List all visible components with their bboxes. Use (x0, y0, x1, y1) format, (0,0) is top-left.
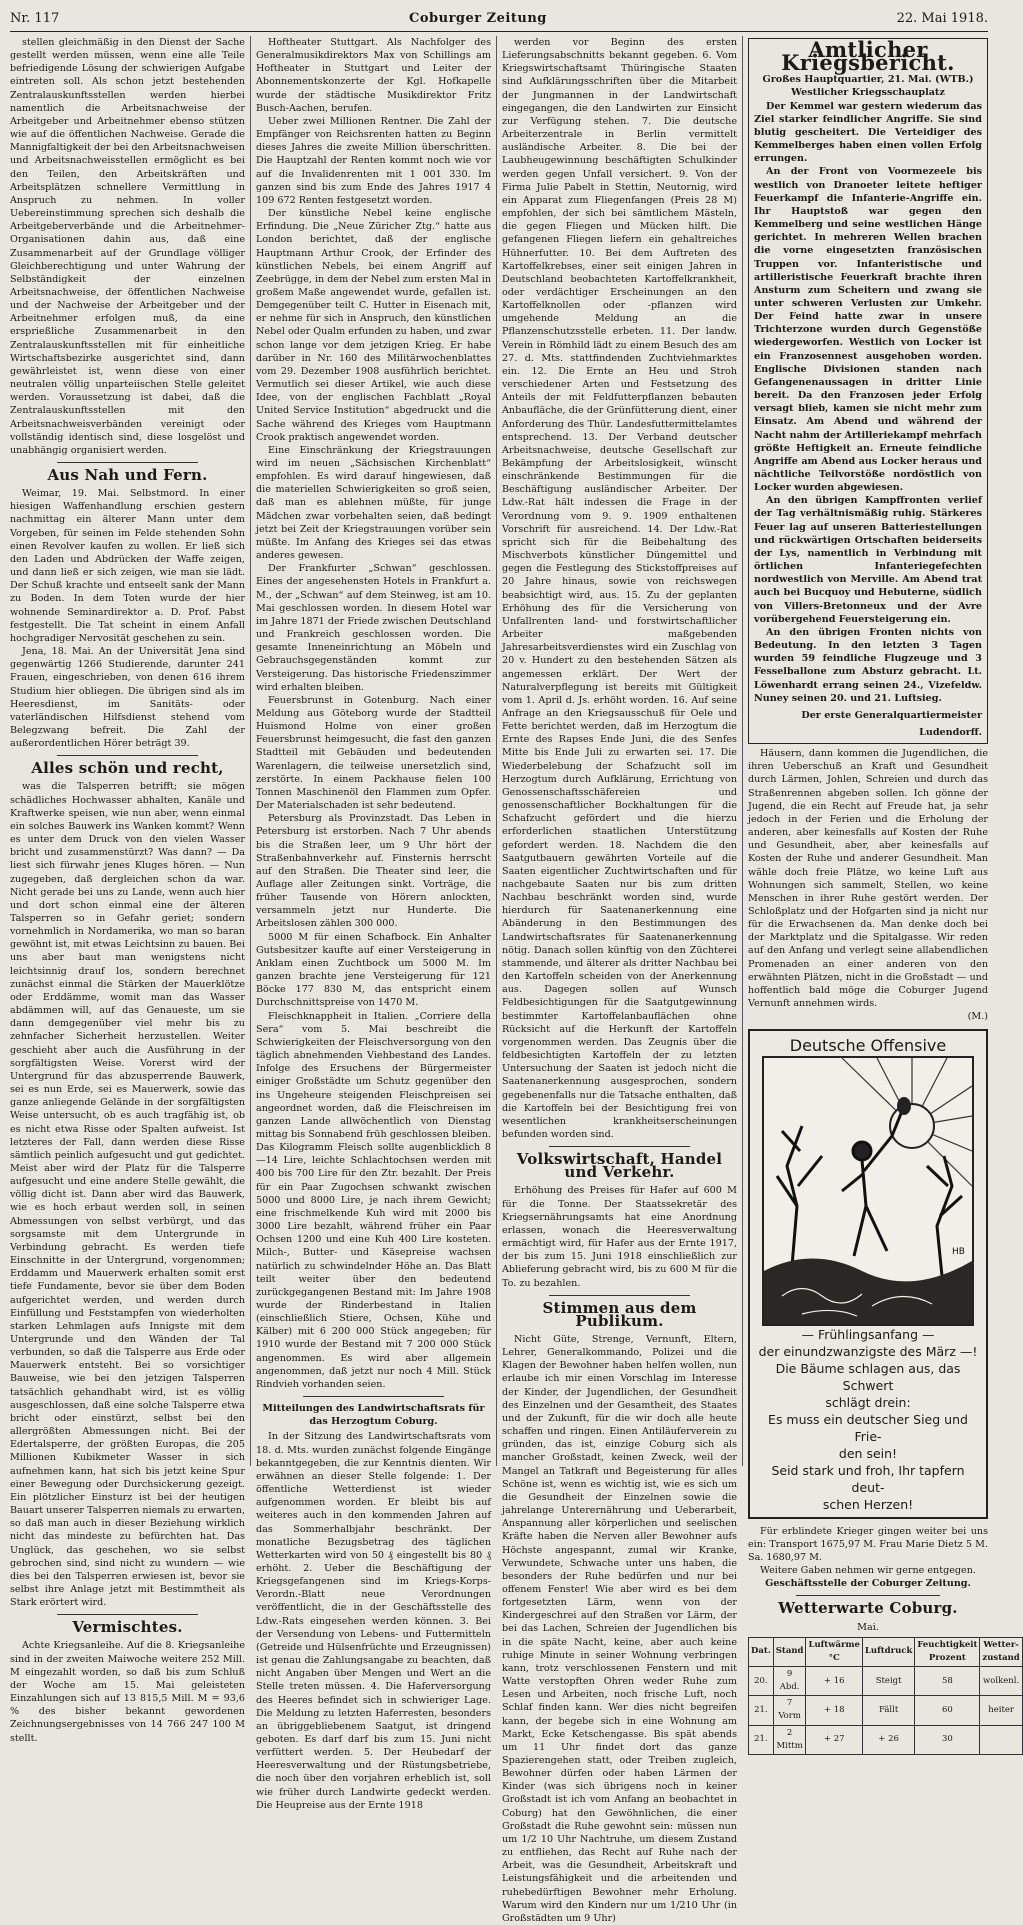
weather-table (748, 1637, 1023, 1755)
article-paragraph: Erhöhung des Preises für Hafer auf 600 M für die Tonne. Der Staatssekretär des Kriegsernährungsamts hat eine Anordnung erlassen, wonach die Heeresverwaltung ermächtigt wird, für Hafer aus der Ernte 1917, der bis zum 15. Juni 1918 einschließlich zur Ablieferung gebracht wird, bis zu 600 M für die To. zu bezahlen. (502, 1185, 737, 1289)
article-paragraph: was die Talsperren betrifft; sie mögen schädliches Hochwasser abhalten, Kanäle und Kraftwerke speisen, wie nun aber, wenn einmal ein solches Bauwerk ins Wanken kommt? Wenn es unter dem Druck von den vielen Wasser bricht und zusammenstürzt? Was dann? — Da liest sich fürwahr jenes Kluges hören. — Nun zugegeben, daß dergleichen schon da war. Nicht gerade bei uns zu Lande, wenn auch hier und dort schon einmal eine der älteren Talsperren so in Gefahr geriet; sondern vornehmlich in Nordamerika, wo man so baran gewöhnt ist, mit etwas Leichtsinn zu bauen. Bei uns aber baut man wenigstens nicht leichtsinnig drauf los, sondern berechnet zunächst einmal die Stärken der Mauerklötze oder Erddämme, womit man das Wasser abdämmen will, auf das Genaueste, um sie dann demgegenüber viel mehr bis zu zehnfacher Sicherheit herzustellen. Weiter geschieht aber auch die Ausführung in der sorgfältigsten Weise. Vorerst wird der Untergrund für das abzusperrende Bauwerk, sei es nun Erde, sei es Mauerwerk, sowie das ganze anliegende Gelände in der sorgfältigsten Weise untersucht, ob es auch tragfähig ist, ob es nicht etwa Risse oder Spalten aufweist. Ist letzteres der Fall, dann werden diese Risse sämtlich peinlich aufgesucht und gut gedichtet. Meist aber wird der Platz für die Talsperre aufgesucht und eine andere Stelle gewählt, die völlig dicht ist. Dann aber wird das Bauwerk, wie es hoch erbaut werden soll, in seinen Abmessungen von selbst verbürgt, und das sorgsamste mit dem Untergrunde in Verbindung gebracht. Es werden tiefe Einschnitte in der Untergrund, vorgenommen; Erddamm und Mauerwerk erhalten somit erst tiefe Fundamente, bevor sie über dem Boden aufgerichtet werden, und werden durch Einfüllung und Feststampfen von wiederholten starken Lehmlagen aufs Innigste mit dem Untergrunde und den Wänden der Tal verbunden, so daß die Talsperre aus Erde oder Mauerwerk entsteht. Bei so vorsichtiger Bauweise, wie bei den jetzigen Talsperren tatsächlich gehandhabt wird, ist es völlig ausgeschlossen, daß eine solche Talsperre etwa bricht oder einstürzt, selbst bei den allergrößten Abmessungen nicht. Bei der Edertalsperre, der größten Europas, die 205 Millionen Kubikmeter Wasser in sich aufnehmen kann, hat sich bis jetzt keine Spur einer Bewegung oder Durchsickerung gezeigt. Ein plötzlicher Einsturz ist bei der heutigen Bauart unserer Talsperren niemals zu erwarten, so daß man auch in dieser Beziehung wirklich nicht das mindeste zu befürchten hat. Das Unglück, das geschehen, wo sie selbst gebrochen sind, sind nicht zu wundern — wie dies bei den Talsperren erwiesen ist, bevor sie selbst ihre Anlage jetzt mit Bestimmtheit als Stark erörtert wird. (10, 781, 245, 1609)
poster-line: den sein! (838, 1445, 898, 1461)
section-heading: Volkswirtschaft, Handel und Verkehr. (516, 1150, 723, 1182)
donation-notice: Für erblindete Krieger gingen weiter bei uns ein: Transport 1675,97 M. Frau Marie Dietz 5 M. Sa. 1680,97 M. (748, 1525, 988, 1563)
article-continuation: stellen gleichmäßig in den Dienst der Sache gestellt werden müssen, wenn eine alle Teile befriedigende Lösung der schwierigen Aufgabe eintreten soll. Als schon jetzt bestehenden Zentralauskunftsstellen werden hierbei namentlich die Arbeitsnachweise der Arbeitgeber und Arbeitnehmer ebenso stützen wie auf die öffentlichen Nachweise. Gerade die Mannigfaltigkeit der bei den Arbeitsnachweisen und Arbeitsnachweisstellen ermöglicht es bei den Teilen, den Arbeitskräften und Arbeitsplätzen schnellere Vermittlung in Anspruch zu nehmen. In voller Uebereinstimmung sprechen sich deshalb die Arbeitgeberverbände und die Arbeitnehmer-Organisationen dahin aus, daß eine Zusammenarbeit auf der Grundlage völliger Gleichberechtigung und unter Wahrung der Selbständigkeit der einzelnen Arbeitsnachweise, der öffentlichen Nachweise und der Nachweise der Arbeitgeber und der Arbeitnehmer erfolgen muß, da eine ersprießliche Zusammenarbeit in den Zentralauskunftsstellen mit für einheitliche Wirtschaftsbezirke ausgerichtet sind, dann gewährleistet ist, wenn diese von einer neutralen völlig unparteiischen Stelle geleitet werden. Voraussetzung ist dabei, daß die Zentralauskunftsstellen mit den Arbeitsnachweisverbänden vereinigt oder vollständig identisch sind, diese losgelöst und unabhängig organisiert werden. (10, 37, 245, 456)
poster-line: — Frühlingsanfang — (801, 1326, 935, 1342)
divider (57, 755, 198, 756)
divider (549, 1295, 690, 1296)
article-paragraph: Petersburg als Provinzstadt. Das Leben in Petersburg ist erstorben. Nach 7 Uhr abends bis die Straßen leer, um 9 Uhr hört der Straßenbahnverkehr auf. Finsternis herrscht auf den Straßen. Die Theater sind leer, die Auflage aller Zeitungen sinkt. Vorträge, die früher Tausende von Hörern anlockten, versammeln jetzt nur Hunderte. Die Arbeitslosen zählen 300 000. (256, 813, 491, 930)
issue-date: 22. Mai 1918. (896, 10, 988, 26)
article-paragraph: In der Sitzung des Landwirtschaftsrats vom 18. d. Mts. wurden zunächst folgende Eingänge bekanntgegeben, die zur Kenntnis dienten. Wir erwähnen an dieser Stelle folgende: 1. Der öffentliche Wetterdienst ist wieder aufgenommen worden. Er bleibt bis auf weiteres auch in den kommenden Jahren auf das Sommerhalbjahr beschränkt. Der monatliche Bezugsbetrag des täglichen Wetterkarten wird von 50 ₰ eingestellt bis 80 ₰ erhöht. 2. Ueber die Beschäftigung der Kriegsgefangenen sind im Kriegs-Korps-Verordn.-Blatt neue Verordnungen veröffentlicht, die in der Geschäftsstelle des Ldw.-Rats eingesehen werden können. 3. Bei der Versendung von Lebens- und Futtermitteln (Getreide und Hülsenfrüchte und Erzeugnissen) ist genau die Zahlungsangabe zu beachten, daß nicht Angaben über Mengen und Wert an die Stelle treten müssen. 4. Die Haferversorgung des Heeres befindet sich in schwieriger Lage. Die Meldung zu letzten Haferresten, besonders an übriggebliebenem Saatgut, ist dringend geboten. Es darf darf bis zum 15. Juni nicht verfüttert werden. 5. Der Heubedarf der Heeresverwaltung und der Rüstungsbetriebe, die noch über den vorjahren erheblich ist, soll wie früher durch Landwirte gedeckt werden. Die Heupreise aus der Ernte 1918 (256, 1431, 491, 1811)
author-initial: (M.) (967, 1011, 988, 1023)
article-paragraph: werden vor Beginn des ersten Lieferungsabschnitts bekannt gegeben. 6. Vom Kriegswirtschaftsamt Thüringische Staaten sind Aufklärungsschriften über die Mitarbeit der Jungmannen in der Landwirtschaft eingegangen, die den Landwirten zur Einsicht zur Verfügung stehen. 7. Die deutsche Arbeiterzentrale in Berlin vermittelt ausländische Arbeiter. 8. Die bei der Laubheugewinnung beschäftigten Schulkinder werden gegen Unfall versichert. 9. Von der Firma Julie Pabelt in Stettin, Neutornig, wird ein Apparat zum Fliegenfangen (Preis 28 M) empfohlen, der sich bei sämtlichem Mästeln, die gegen Fliegen und Mücken hilft. Die gefangenen Fliegen liefern ein gehaltreiches Hühnerfutter. 10. Bei dem Auftreten des Kartoffelkrebses, einer seit einigen Jahren in Deutschland beobachteten Kartoffelkrankheit, oder verdächtiger Erscheinungen an den Kartoffelknollen oder -pflanzen wird umgehende Meldung an die Pflanzenschutzsstelle erbeten. 11. Der landw. Verein in Römhild lädt zu einem Besuch des am 27. d. Mts. stattfindenden Zuchtviehmarktes ein. 12. Die Ernte an Heu und Stroh verschiedener Arten und Festsetzung des Anteils der mit Feldfutterpflanzen bebauten Anbaufläche, die der Grünfütterung dient, einer Anforderung des Thür. Landesfuttermittelamtes entsprechend. 13. Der Verband deutscher Arbeitsnachweise, deutsche Gesellschaft zur Bekämpfung der Arbeitslosigkeit, wünscht einschränkende Bestimmungen für die Beschäftigung ausländischer Arbeiter. Der Ldw.-Rat hält indessen die Frage in der Verordnung vom 9. 9. 1909 enthaltenen Vorschrift für ausreichend. 14. Der Ldw.-Rat spricht sich für die Beibehaltung des Mischverbots künstlicher Düngemittel und gegen die Festlegung des Stickstoffpreises auf 20 Jahre hinaus, sowie von reichswegen beabsichtigt wird, aus. 15. Zu der geplanten Erhöhung des für die Versicherung von Unfallrenten land- und forstwirtschaftlicher Arbeiter maßgebenden Jahresarbeitsverdienstes wird ein Zuschlag von 20 v. Hundert zu den bestehenden Sätzen als angemessen erklärt. Der Wert der Naturalverpflegung ist bereits mit Gültigkeit vom 1. April d. Js. erhöht worden. 16. Auf seine Anfrage an den Kriegsausschuß für Oele und Fette berichtet werden, daß im Herzogtum die Ernte des Rapses Ende Juni, die des Senfes Mitte bis Ende Juli zu erwarten sei. 17. Die Wiederbelebung der Schafzucht soll im Herzogtum durch Aufklärung, Errichtung von Genossenschaftsschäfereien und genossenschaftlicher Bockhaltungen für die Schafzucht gefördert und die hierzu erforderlichen staatlichen Unterstützung gefordert werden. 18. Nachdem die den Saatgutbauern gewährten Vorteile auf die Saaten eigentlicher Zuchtwirtschaften und für nachgebaute Saaten nur bis zum dritten Nachbau beschränkt worden sind, wurde hierdurch für Saatenanerkennung eine Abänderung in den Bestimmungen des Landwirtschaftsrates für Saatenanerkennung nötig. Danach sollen künftig von den Züchterei stammende, und älterer als dritter Nachbau bei den Kartoffeln scheiden von der Anerkennung aus. Dagegen sollen auf Wunsch Feldbesichtigungen für die Saatgutgewinnung bestimmter Kartoffelanbauflächen ohne Rücksicht auf die Herkunft der Kartoffeln vorgenommen werden. Das Zeugnis über die feldbesichtigten Kartoffeln der zu letzten Untersuchung der Saaten ist jedoch nicht die Saatenanerkennung ausgesprochen, sondern gegebenenfalls nur die Tatsache enthalten, daß die Kartoffeln bei der Besichtigung frei von wesentlichen krankheitserscheinungen befunden worden sind. (502, 37, 737, 1140)
divider (796, 1595, 940, 1596)
article-paragraph: Der künstliche Nebel keine englische Erfindung. Die „Neue Züricher Ztg.“ hatte aus London berichtet, daß der englische Hauptmann Arthur Crook, der Erfinder des künstlichen Nebels, bei einem Angriff auf Zeebrügge, in dem der Nebel zum ersten Mal in großem Maße angewendet wurde, gefallen ist. Demgegenüber teilt C. Hutter in Eisenach mit, er nehme für sich in Anspruch, den künstlichen Nebel oder Qualm erfunden zu haben, und zwar schon lange vor dem jetzigen Krieg. Er habe darüber in Nr. 160 des Militärwochenblattes vom 29. Dezember 1908 ausführlich berichtet. Vermutlich sei dieser Artikel, wie auch diese Idee, von der englischen Fachblatt „Royal United Service Institution“ abgedruckt und die Sache während des Krieges vom Hauptmann Crook praktisch angewendet worden. (256, 208, 491, 443)
column-1 (10, 36, 245, 1744)
svg-text:HB: HB (952, 1246, 965, 1257)
table-cell: 60 (915, 1696, 980, 1725)
weather-header-cell: Stand (773, 1637, 806, 1666)
column-3 (502, 36, 737, 1924)
column-rule (496, 36, 497, 1466)
article-paragraph: Achte Kriegsanleihe. Auf die 8. Kriegsanleihe sind in der zweiten Maiwoche weitere 252 Mill. M eingezahlt worden, so daß bis zum Schluß der Woche am 15. Mai geleisteten Einzahlungen sich auf 13 815,5 Mill. M = 93,6 % des bisher bekannt gewordenen Zeichnungsergebnisses von 14 766 247 100 M stellt. (10, 1640, 245, 1744)
table-row (749, 1696, 1023, 1725)
table-cell: 58 (915, 1666, 980, 1695)
war-report-dateline: Großes Hauptquartier, 21. Mai. (WTB.) (762, 74, 974, 86)
war-report-signature: Der erste Generalquartiermeister (801, 709, 982, 721)
issue-number: Nr. 117 (10, 10, 60, 26)
section-heading: Vermischtes. (72, 1618, 183, 1637)
war-report-subtitle: Westlicher Kriegsschauplatz (791, 87, 945, 99)
deutsche-offensive-poster (748, 1029, 988, 1518)
section-heading: Alles schön und recht, (31, 759, 224, 778)
table-cell: 21. (749, 1725, 774, 1754)
article-paragraph: Jena, 18. Mai. An der Universität Jena sind gegenwärtig 1266 Studierende, darunter 241 Frauen, eingeschrieben, von denen 616 ihrem Studium hier obliegen. Die übrigen sind als im Heeresdienst, im Sanitäts- oder vaterländischen Hilfsdienst stehend vom Belegzwang befreit. Die Zahl der außerordentlichen Hörer beträgt 39. (10, 646, 245, 750)
table-cell: 21. (749, 1696, 774, 1725)
table-cell: Steigt (862, 1666, 914, 1695)
poster-line: Die Bäume schlagen aus, das Schwert (775, 1360, 961, 1393)
article-paragraph: Hoftheater Stuttgart. Als Nachfolger des Generalmusikdirektors Max von Schillings am Hoftheater in Stuttgart und Leiter der Abonnementskonzerte der Kgl. Hofkapelle wurde der städtische Musikdirektor Fritz Busch-Aachen, berufen. (256, 37, 491, 114)
table-row (749, 1666, 1023, 1695)
article-paragraph: Weimar, 19. Mai. Selbstmord. In einer hiesigen Waffenhandlung erschien gestern nachmittag ein älterer Mann unter dem Vorgeben, für seinen im Felde stehenden Sohn einen Revolver kaufen zu wollen. Er ließ sich den Laden und Abdrücken der Waffe zeigen, und dann ließ er sich zeigen, wie man sie lädt. Der Schuß krachte und entseelt sank der Mann zu Boden. In dem Toten wurde der hier wohnende Seminardirektor a. D. Prof. Pabst festgestellt. Die Tat scheint in einem Anfall hochgradiger Nervosität geschehen zu sein. (10, 488, 245, 644)
weather-header-cell: Luftwärme °C (806, 1637, 862, 1666)
weather-title: Wetterwarte Coburg. (778, 1599, 958, 1618)
weather-header-cell: Dat. (749, 1637, 774, 1666)
table-cell: 20. (749, 1666, 774, 1695)
donation-notice: Weitere Gaben nehmen wir gerne entgegen. (760, 1565, 976, 1577)
divider (57, 1614, 198, 1615)
newspaper-title: Coburger Zeitung (409, 10, 547, 26)
table-cell: + 26 (862, 1725, 914, 1754)
article-paragraph: Häusern, dann kommen die Jugendlichen, die ihren Ueberschuß an Kraft und Gesundheit durch Lärmen, Johlen, Schreien und durch das Straßenrennen abgeben sollen. Ich gönne der Jugend, die ein Recht auf Freude hat, ja sehr jedoch in der Ferien und die Erholung der anderen, aber keinesfalls auf Kosten der Ruhe und Gesundheit, aber, aber keinesfalls auf Kosten der Ruhe und anderer Gesundheit. Man wähle doch freie Plätze, wo keine Luft aus Wohnungen sich sammelt, Stellen, wo keine Menschen in ihrer Ruhe gestört werden. Der Schloßplatz und der Hofgarten sind ja nicht nur für die Erwachsenen da. Man denke doch bei der Marktplatz und die Spitalgasse. Wir reden auf den Anfang und verlegt seine allabendlichen Promenaden an einer anderen von den erwähnten Plätzen, nicht in die Großstadt — und hoffentlich bald möge die Coburger Jugend Vernunft annehmen wirds. (748, 748, 988, 1010)
war-report-paragraph: An der Front von Voormezeele bis westlich von Dranoeter leitete heftiger Feuerkampf die Infanterie-Angriffe ein. Ihr Hauptstoß war gegen den Kemmelberg und seine westlichen Hänge gerichtet. In mehreren Wellen brachen die vorne eingesetzten französischen Truppen vor. Infanteristische und artilleristische Feuerkraft brachte ihren Ansturm zum Scheitern und zwang sie unter schweren Verlusten zur Umkehr. Der Feind hatte zwar in unsere Trichterzone wurden durch Gegenstöße wiedergeworfen. Westlich von Locker ist ein Franzosennest ausgehoben worden. Englische Divisionen standen nach Gefangenenaussagen in dritter Linie bereit. Da den Franzosen jeder Erfolg versagt blieb, kamen sie nicht mehr zum Einsatz. Am Abend und während der Nacht nahm der Artilleriekampf mehrfach größte Heftigkeit an. Erneute feindliche Angriffe am Abend aus Locker heraus und nächtliche Teilvorstöße nordöstlich von Locker wurden abgewiesen. (754, 166, 982, 494)
table-cell: 2 Mittm (773, 1725, 806, 1754)
article-paragraph: Fleischknappheit in Italien. „Corriere della Sera“ vom 5. Mai beschreibt die Schwierigkeiten der Fleischversorgung von den täglich abnehmenden Viehbestand des Landes. Infolge des Ersuchens der Bürgermeister einiger Großstädte um Schutz gegenüber den ins Ungeheure steigenden Fleischpreisen sei angeordnet worden, daß die Fleischreisen im ganzen Lande allwöchentlich von Dienstag mittag bis Sonnabend früh geschlossen bleiben. Das Kilogramm Fleisch sollte augenblicklich 8—14 Lire, leichte Schlachtochsen werden mit 400 bis 700 Lire für den Ztr. bezahlt. Der Preis für ein Paar Zugochsen schwankt zwischen 5000 und 8000 Lire, je nach ihrem Gewicht; eine frischmelkende Kuh wird mit 2000 bis 3000 Lire bezahlt, während früher ein Paar Ochsen 1200 und eine Kuh 400 Lire kosteten. Milch-, Butter- und Käsepreise wachsen natürlich zu schwindelnder Höhe an. Das Blatt teilt weiter über den bedeutend zurückgegangenen Bestand mit: Im Jahre 1908 wurde der Rinderbestand in Italien (einschließlich Stiere, Ochsen, Kühe und Kälber) mit 6 200 000 Stück angegeben; für 1910 wurde der Bestand mit 7 200 000 Stück angenommen. Es wird aber allgemein angenommen, daß jetzt nur noch 4 Mill. Stück Rindvieh vorhanden seien. (256, 1010, 491, 1390)
war-report-title: Amtlicher Kriegsbericht. (781, 37, 955, 76)
divider (57, 462, 198, 463)
weather-header-cell: Feuchtigkeit Prozent (915, 1637, 980, 1666)
table-cell: 9 Abd. (773, 1666, 806, 1695)
war-report-paragraph: An den übrigen Fronten nichts von Bedeutung. In den letzten 3 Tagen wurden 59 feindliche Flugzeuge und 3 Fesselballone zum Absturz gebracht. Lt. Löwenhardt errang seinen 24., Vizefeldw. Nuney seinen 20. und 21. Luftsieg. (754, 626, 982, 704)
article-paragraph: Ueber zwei Millionen Rentner. Die Zahl der Empfänger von Reichsrenten hatten zu Beginn dieses Jahres die zweite Million überschritten. Die Hauptzahl der Renten kommt noch wie vor auf die Invalidenrenten mit 1 001 330. Im ganzen sind bis zum Ende des Jahres 1917 4 109 672 Renten festgesetzt worden. (256, 115, 491, 206)
table-cell: 30 (915, 1725, 980, 1754)
article-paragraph: Eine Einschränkung der Kriegstrauungen wird im neuen „Sächsischen Kirchenblatt“ empfohlen. Es wird darauf hingewiesen, daß die materiellen Schwierigkeiten so groß seien, daß man es ablehnen müßte, für junge Mädchen zwar vorbehalten seien, daß bedingt jetzt bei Zeit der Kriegstrauungen vorüber sein müßte. Im Anfang des Krieges sei das etwas anderes gewesen. (256, 444, 491, 562)
woodcut-illustration-image (762, 1056, 974, 1326)
donation-signature: Geschäftsstelle der Coburger Zeitung. (765, 1578, 971, 1590)
table-cell: wolkenl. (980, 1666, 1022, 1695)
poster-line: Es muss ein deutscher Sieg und Frie- (768, 1411, 968, 1444)
section-heading: Mitteilungen des Landwirtschaftsrats für das Herzogtum Coburg. (262, 1403, 485, 1428)
article-paragraph: Feuersbrunst in Gotenburg. Nach einer Meldung aus Göteborg wurde der Stadtteil Huismond Holme von einer großen Feuersbrunst heimgesucht, die fast den ganzen Stadtteil mit Gebäuden und bedeutenden Warenlagern, die teilweise unersetzlich sind, zerstörte. In einem Packhause fielen 100 Tonnen Maschinenöl den Flammen zum Opfer. Der Materialschaden ist sehr bedeutend. (256, 694, 491, 812)
column-4 (748, 36, 1020, 1751)
table-cell: + 27 (806, 1725, 862, 1754)
column-2 (256, 36, 491, 1811)
table-cell (980, 1725, 1022, 1754)
poster-line: der einundzwanzigste des März —! (758, 1343, 978, 1359)
weather-month: Mai. (857, 1621, 879, 1633)
weather-header-cell: Wetter-zustand (980, 1637, 1022, 1666)
section-heading: Stimmen aus dem Publikum. (542, 1298, 697, 1330)
section-heading: Aus Nah und Fern. (47, 466, 208, 484)
article-paragraph: Der Frankfurter „Schwan“ geschlossen. Eines der angesehensten Hotels in Frankfurt a. M., der „Schwan“ auf dem Steinweg, ist am 10. Mai geschlossen worden. In diesem Hotel war im Jahre 1871 der Friede zwischen Deutschland und Frankreich geschlossen worden. Die gesamte Inneneinrichtung an Möbeln und Gebrauchsgegenständen kommt zur Versteigerung. Das historische Friedenszimmer wird erhalten bleiben. (256, 563, 491, 693)
table-cell: + 16 (806, 1666, 862, 1695)
column-rule (742, 36, 743, 1466)
poster-line: schen Herzen! (822, 1496, 914, 1512)
weather-header-cell: Luftdruck (862, 1637, 914, 1666)
divider (303, 1396, 444, 1397)
table-row (749, 1725, 1023, 1754)
table-cell: Fällt (862, 1696, 914, 1725)
weather-header-row (749, 1637, 1023, 1666)
war-report-box (748, 38, 988, 744)
war-report-paragraph: An den übrigen Kampffronten verlief der Tag verhältnismäßig ruhig. Stärkeres Feuer lag auf unseren Batteriestellungen und rückwärtigen Ortschaften beiderseits der Lys, namentlich in Verbindung mit örtlichen Infanteriegefechten nordwestlich von Merville. Am Abend trat auch bei Bucquoy und Hebuterne, südlich von Villers-Bretonneux und der Avre vorübergehend Feuersteigerung ein. (754, 495, 982, 625)
poster-title: Deutsche Offensive (789, 1036, 947, 1056)
masthead-rule (10, 31, 988, 32)
poster-line: schlägt drein: (825, 1394, 911, 1410)
war-report-signature-name: Ludendorff. (919, 726, 982, 738)
divider (549, 1146, 690, 1147)
table-cell: heiter (980, 1696, 1022, 1725)
war-report-paragraph: Der Kemmel war gestern wiederum das Ziel starker feindlicher Angriffe. Sie sind blutig gescheitert. Die Verteidiger des Kemmelberges haben einen vollen Erfolg errungen. (754, 100, 982, 165)
article-paragraph: 5000 M für einen Schafbock. Ein Anhalter Gutsbesitzer kaufte auf einer Versteigerung in Anklam einen Zuchtbock um 5000 M. Im ganzen brachte jene Versteigerung für 121 Böcke 177 830 M, das entspricht einem Durchschnittspreise von 1470 M. (256, 931, 491, 1009)
table-cell: + 18 (806, 1696, 862, 1725)
article-paragraph: Nicht Güte, Strenge, Vernunft, Eltern, Lehrer, Generalkommando, Polizei und die Klagen der Bewohner haben helfen wollen, nun erlaube ich mir einen Vorschlag im Interesse der Kinder, der Jugendlichen, der Gesundheit des Einzelnen und der Gesamtheit, des Staates und der Zukunft, für die wir doch alle heute schaffen und ringen. Einen Antiläuferverein zu gründen, das ist, einzige Coburg sich als mancher Großstadt, keinen Zweck, weil der Mangel an Tatkraft und Begeisterung für alles Schöne ist, wenn es wichtig ist, wie es sich um die Gesundheit der Einzelnen sowie die jahrelange Unterernährung und Ueberarbeit, Anspannung aller körperlichen und seelischen Kräfte haben die Nerven aller Bewohner aufs Höchste angespannt, zumal wir Kranke, Verwundete, Schwache unter uns haben, die besonders der Ruhe bedürfen und nur bei offenem Fenster! Wie aber wird es bei dem fortgesetzten Lärm, wenn von der Kindergeschrei auf den Straßen vor Lärm, der bei das Lachen, Schreien der Jugendlichen bis in die späte Nacht, keine, aber auch keine ruhige Minute in seiner Wohnung verbringen kann, trotz verschlossenen Fenstern und mit Watte verstopften Ohren weder Ruhe zum Lesen und Arbeiten, noch frische Luft, noch Schlaf finden kann. Wer dies nicht begreifen kann, der begebe sich in eine Wohnung am Markt, Ecke Ketschengasse. Bis spät abends um 11 Uhr findet dort das ganze Spazierengehen statt, oder Treiben zugleich, Bewohner dürfen oder haben Lärmen der Kinder (was sich übrigens noch in keiner Großstadt ist ich vom Anfang an beobachtet in Coburg) hat den Gewöhnlichen, die einer Großstadt die Ruhe gewohnt sein: müssen nun um 1/2 10 Uhr Nachtruhe, um diesem Zustand zu entfliehen, das Recht auf Ruhe nach der Arbeit, was die Gesundheit, Arbeitskraft und Leistungsfähigkeit und die arbeitenden und ruhebedürftigen Bewohner mehr Erholung. Warum wird den Kindern nur um 1/210 Uhr (in Großstädten um 9 Uhr) (502, 1334, 737, 1924)
poster-line: Seid stark und froh, Ihr tapfern deut- (771, 1462, 965, 1495)
column-rule (250, 36, 251, 1466)
table-cell: 7 Vorm (773, 1696, 806, 1725)
masthead (10, 8, 988, 28)
